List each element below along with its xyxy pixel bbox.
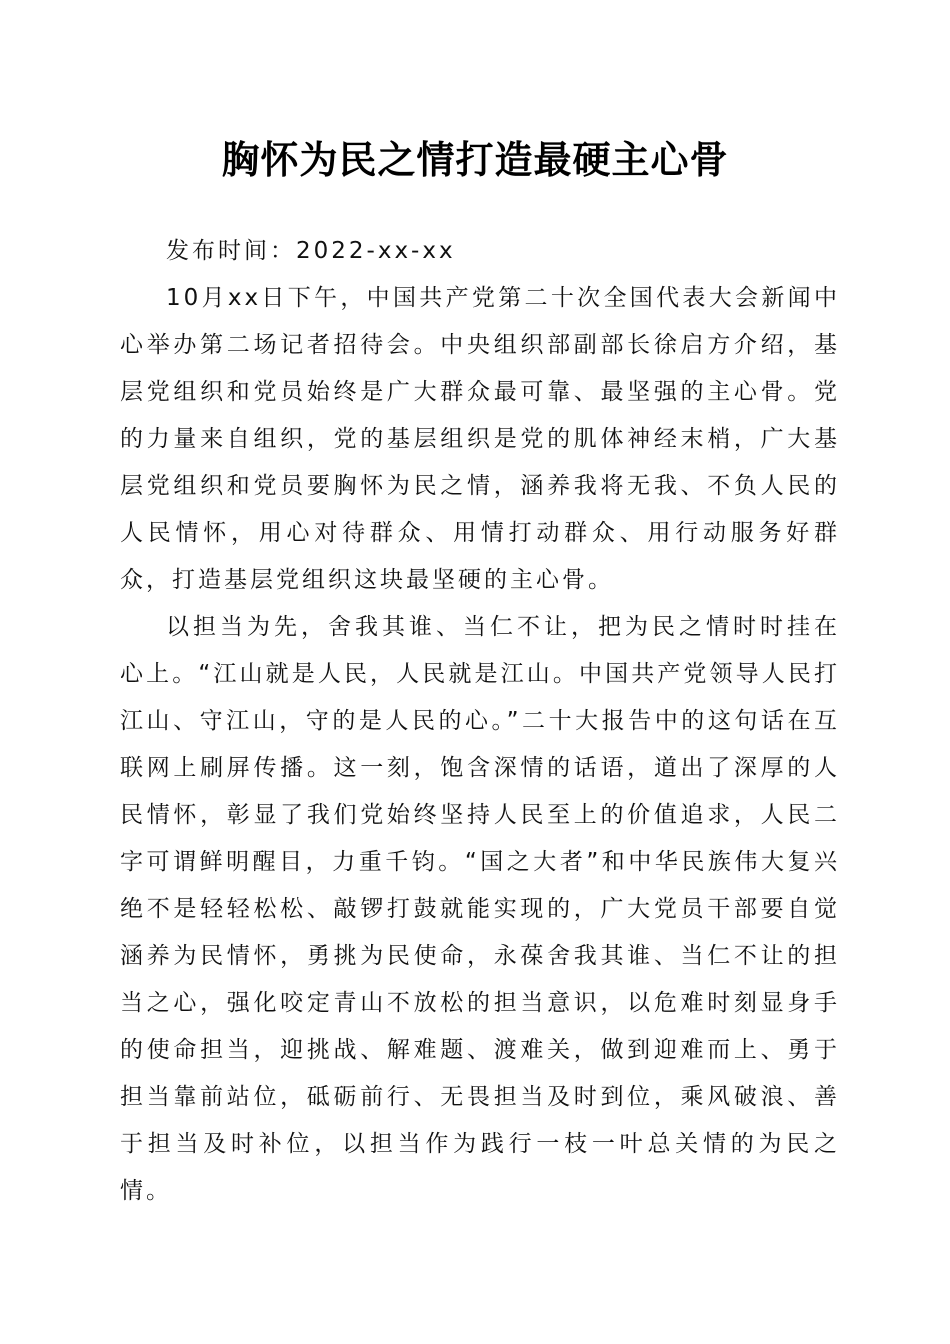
document-body [120, 228, 840, 1215]
publish-time: 发布时间：2022-xx-xx [166, 238, 456, 264]
paragraph-2: 以担当为先，舍我其谁、当仁不让，把为民之情时时挂在心上。“江山就是人民，人民就是江山。中国共产党领导人民打江山、守江山，守的是人民的心。”二十大报告中的这句话在互联网上刷屏传播。这一刻，饱含深情的话语，道出了深厚的人民情怀，彰显了我们党始终坚持人民至上的价值追求，人民二字可谓鲜明醒目，力重千钧。“国之大者”和中华民族伟大复兴绝不是轻轻松松、敲锣打鼓就能实现的，广大党员干部要自觉涵养为民情怀，勇挑为民使命，永葆舍我其谁、当仁不让的担当之心，强化咬定青山不放松的担当意识，以危难时刻显身手的使命担当，迎挑战、解难题、渡难关，做到迎难而上、勇于担当靠前站位，砥砺前行、无畏担当及时到位，乘风破浪、善于担当及时补位，以担当作为践行一枝一叶总关情的为民之情。 [120, 614, 840, 1204]
paragraph-1: 10月xx日下午，中国共产党第二十次全国代表大会新闻中心举办第二场记者招待会。中央组织部副部长徐启方介绍，基层党组织和党员始终是广大群众最可靠、最坚强的主心骨。党的力量来自组织，党的基层组织是党的肌体神经末梢，广大基层党组织和党员要胸怀为民之情，涵养我将无我、不负人民的人民情怀，用心对待群众、用情打动群众、用行动服务好群众，打造基层党组织这块最坚硬的主心骨。 [120, 285, 840, 593]
document-title: 胸怀为民之情打造最硬主心骨 [221, 137, 729, 182]
